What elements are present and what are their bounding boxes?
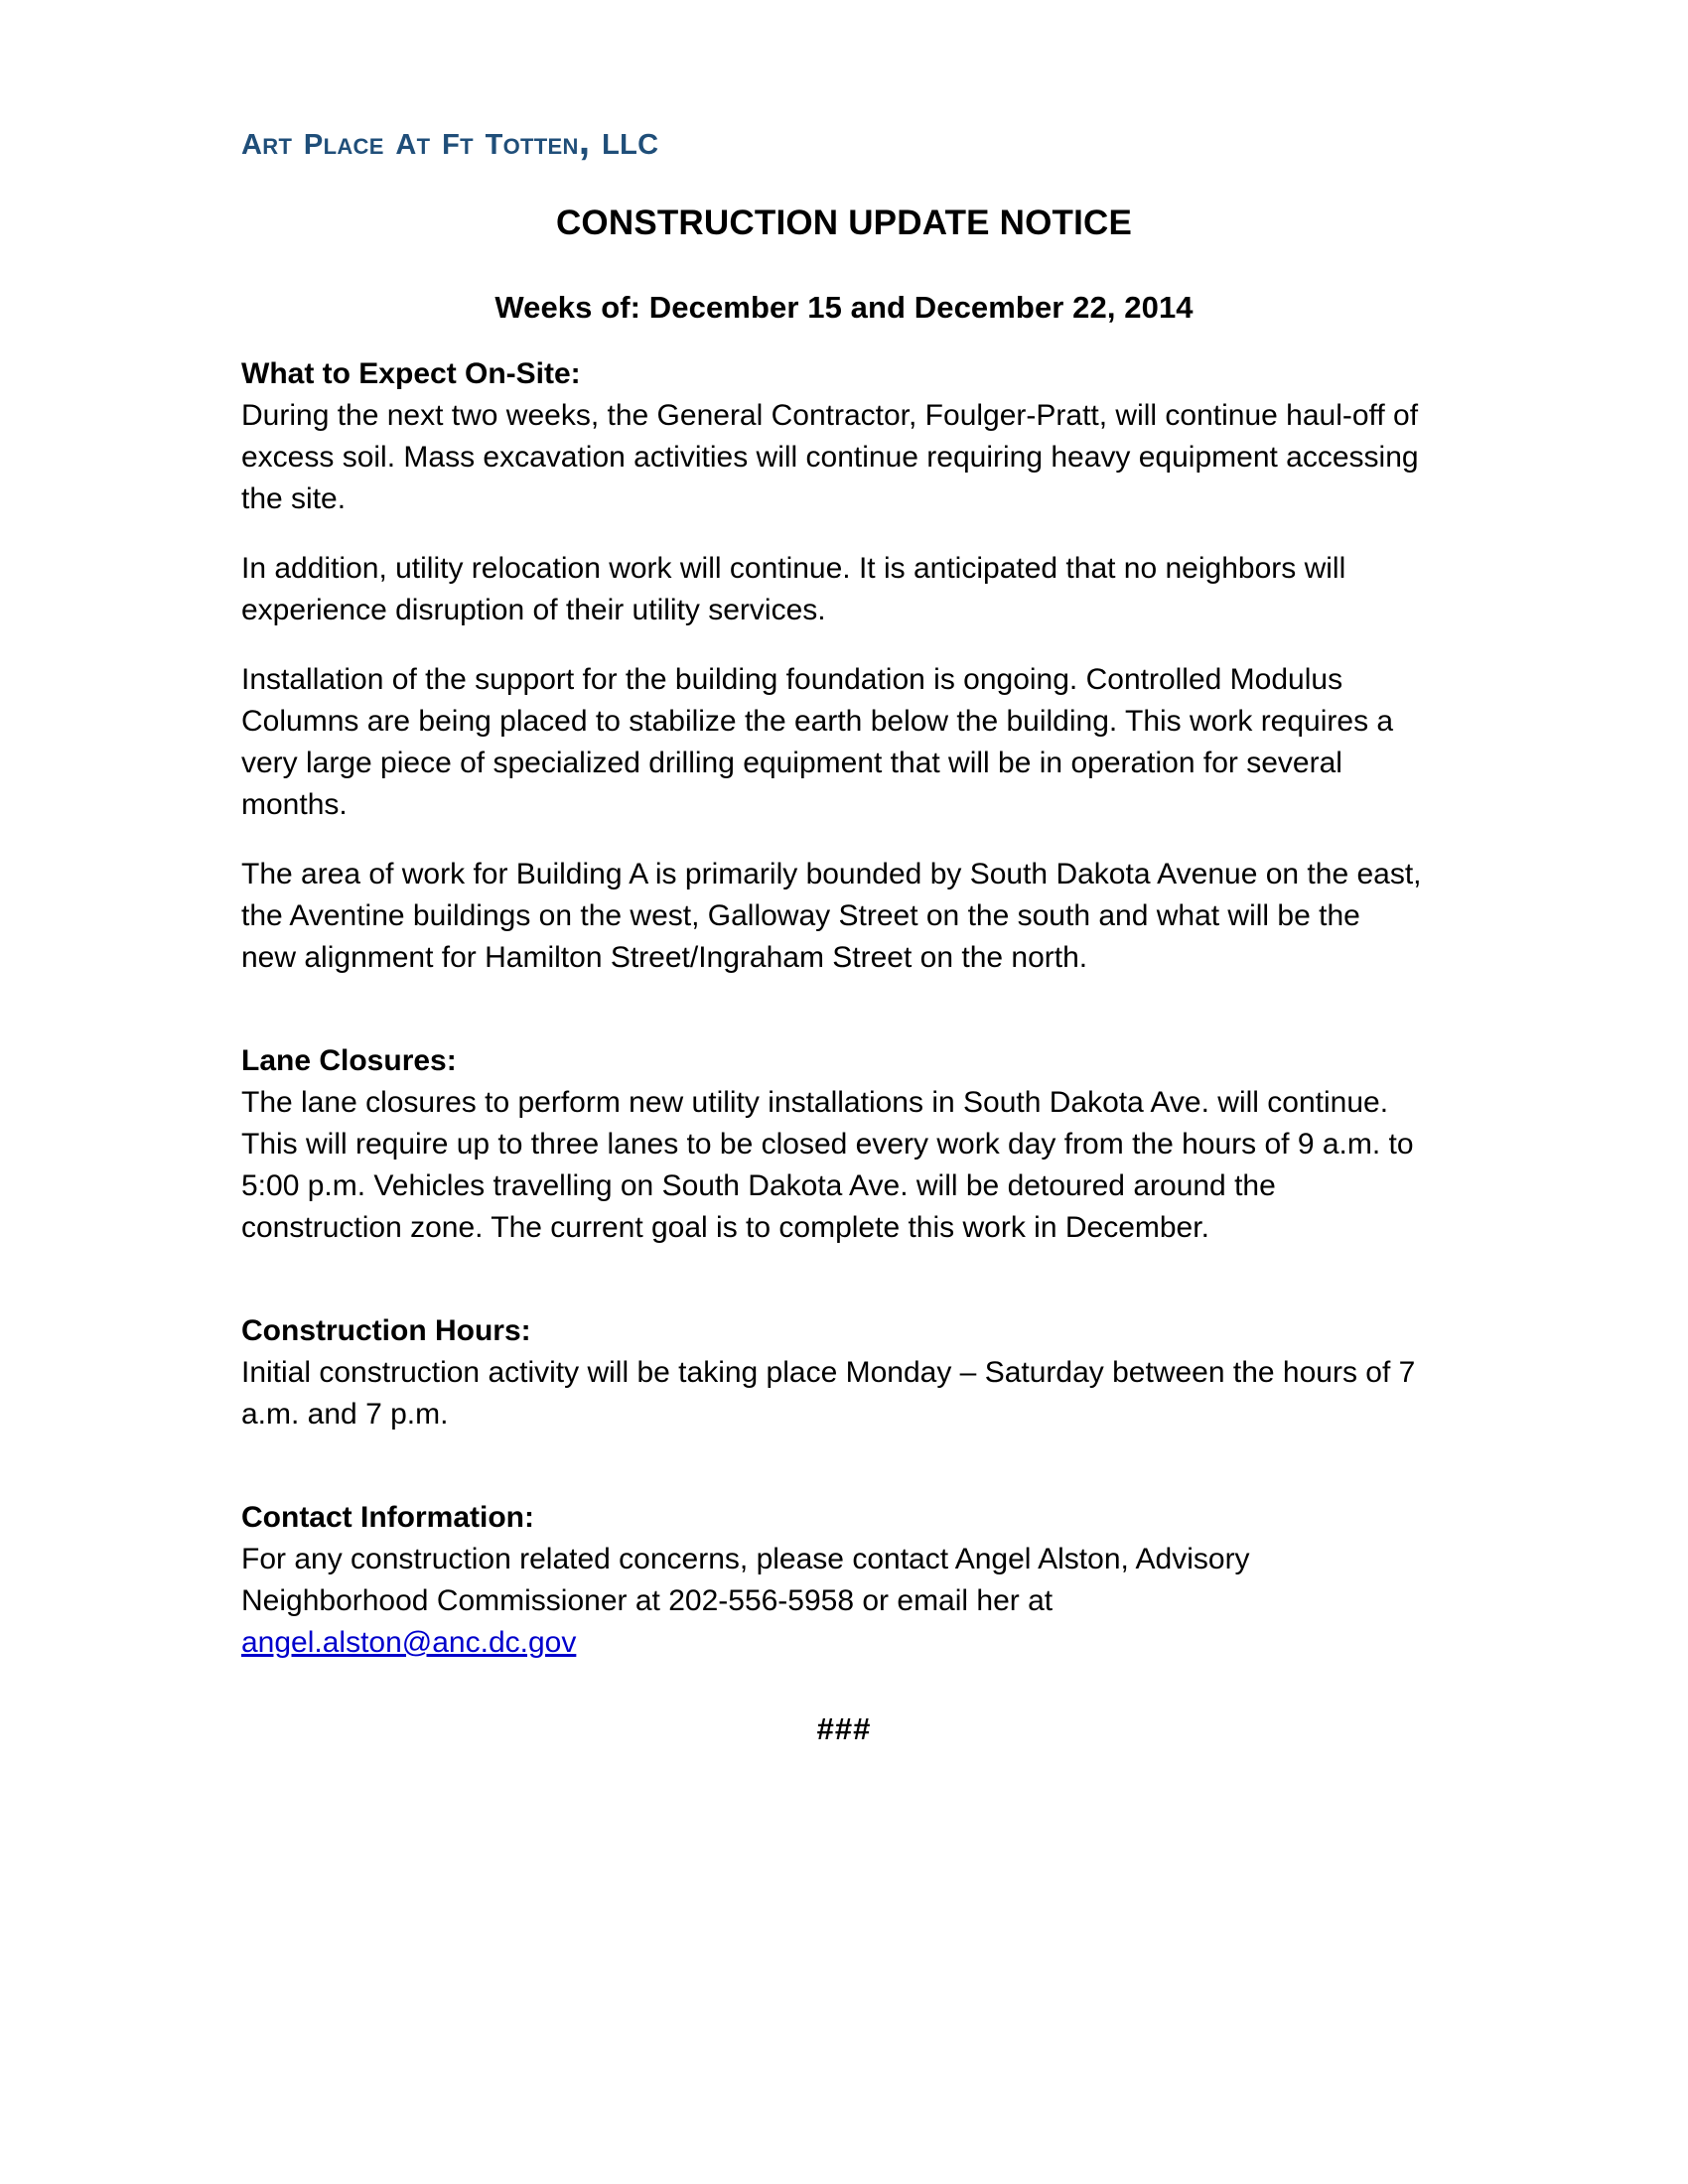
spacer xyxy=(241,631,1423,659)
paragraph-contact-information-1: For any construction related concerns, please contact Angel Alston, Advisory Neighborhood Commissioner at 202-556-5958 or email her at xyxy=(241,1543,1250,1617)
paragraph-what-to-expect-4: The area of work for Building A is primarily bounded by South Dakota Avenue on the east, the Aventine buildings on the west, Galloway Street on the south and what will be the new alignment for Hamilton Street/Ingraham Street on the north. xyxy=(241,858,1422,974)
contact-email-link[interactable]: angel.alston@anc.dc.gov xyxy=(241,1626,577,1659)
spacer xyxy=(241,1249,1423,1310)
section-heading-what-to-expect: What to Expect On-Site: xyxy=(241,357,581,390)
spacer xyxy=(241,826,1423,854)
paragraph-what-to-expect-2: In addition, utility relocation work will continue. It is anticipated that no neighbors will experience disruption of their utility services. xyxy=(241,552,1346,626)
paragraph-lane-closures-1: The lane closures to perform new utility installations in South Dakota Ave. will continue. This will require up to three lanes to be closed every work day from the hours of 9 a.m. to 5:00 p.m. Vehicles travelling on South Dakota Ave. will be detoured around the construction zone. The current goal is to complete this work in December. xyxy=(241,1086,1414,1244)
document-subtitle-dates: Weeks of: December 15 and December 22, 2014 xyxy=(494,290,1194,325)
section-heading-contact-information: Contact Information: xyxy=(241,1501,534,1534)
document-title: CONSTRUCTION UPDATE NOTICE xyxy=(555,204,1133,242)
spacer xyxy=(241,979,1423,1040)
spacer xyxy=(241,520,1423,548)
paragraph-what-to-expect-1: During the next two weeks, the General Contractor, Foulger-Pratt, will continue haul-off of excess soil. Mass excavation activities will continue requiring heavy equipment accessing the site. xyxy=(241,399,1419,515)
end-of-notice-marker: ### xyxy=(816,1711,872,1746)
section-heading-lane-closures: Lane Closures: xyxy=(241,1044,457,1077)
paragraph-construction-hours-1: Initial construction activity will be taking place Monday – Saturday between the hours of 7 a.m. and 7 p.m. xyxy=(241,1356,1416,1431)
spacer xyxy=(241,1435,1423,1497)
company-letterhead: art place at ft totten, llc xyxy=(241,117,659,163)
document-body xyxy=(241,353,1423,1664)
paragraph-what-to-expect-3: Installation of the support for the building foundation is ongoing. Controlled Modulus Columns are being placed to stabilize the earth below the building. This work requires a very large piece of specialized drilling equipment that will be in operation for several months. xyxy=(241,663,1394,821)
section-heading-construction-hours: Construction Hours: xyxy=(241,1314,531,1347)
